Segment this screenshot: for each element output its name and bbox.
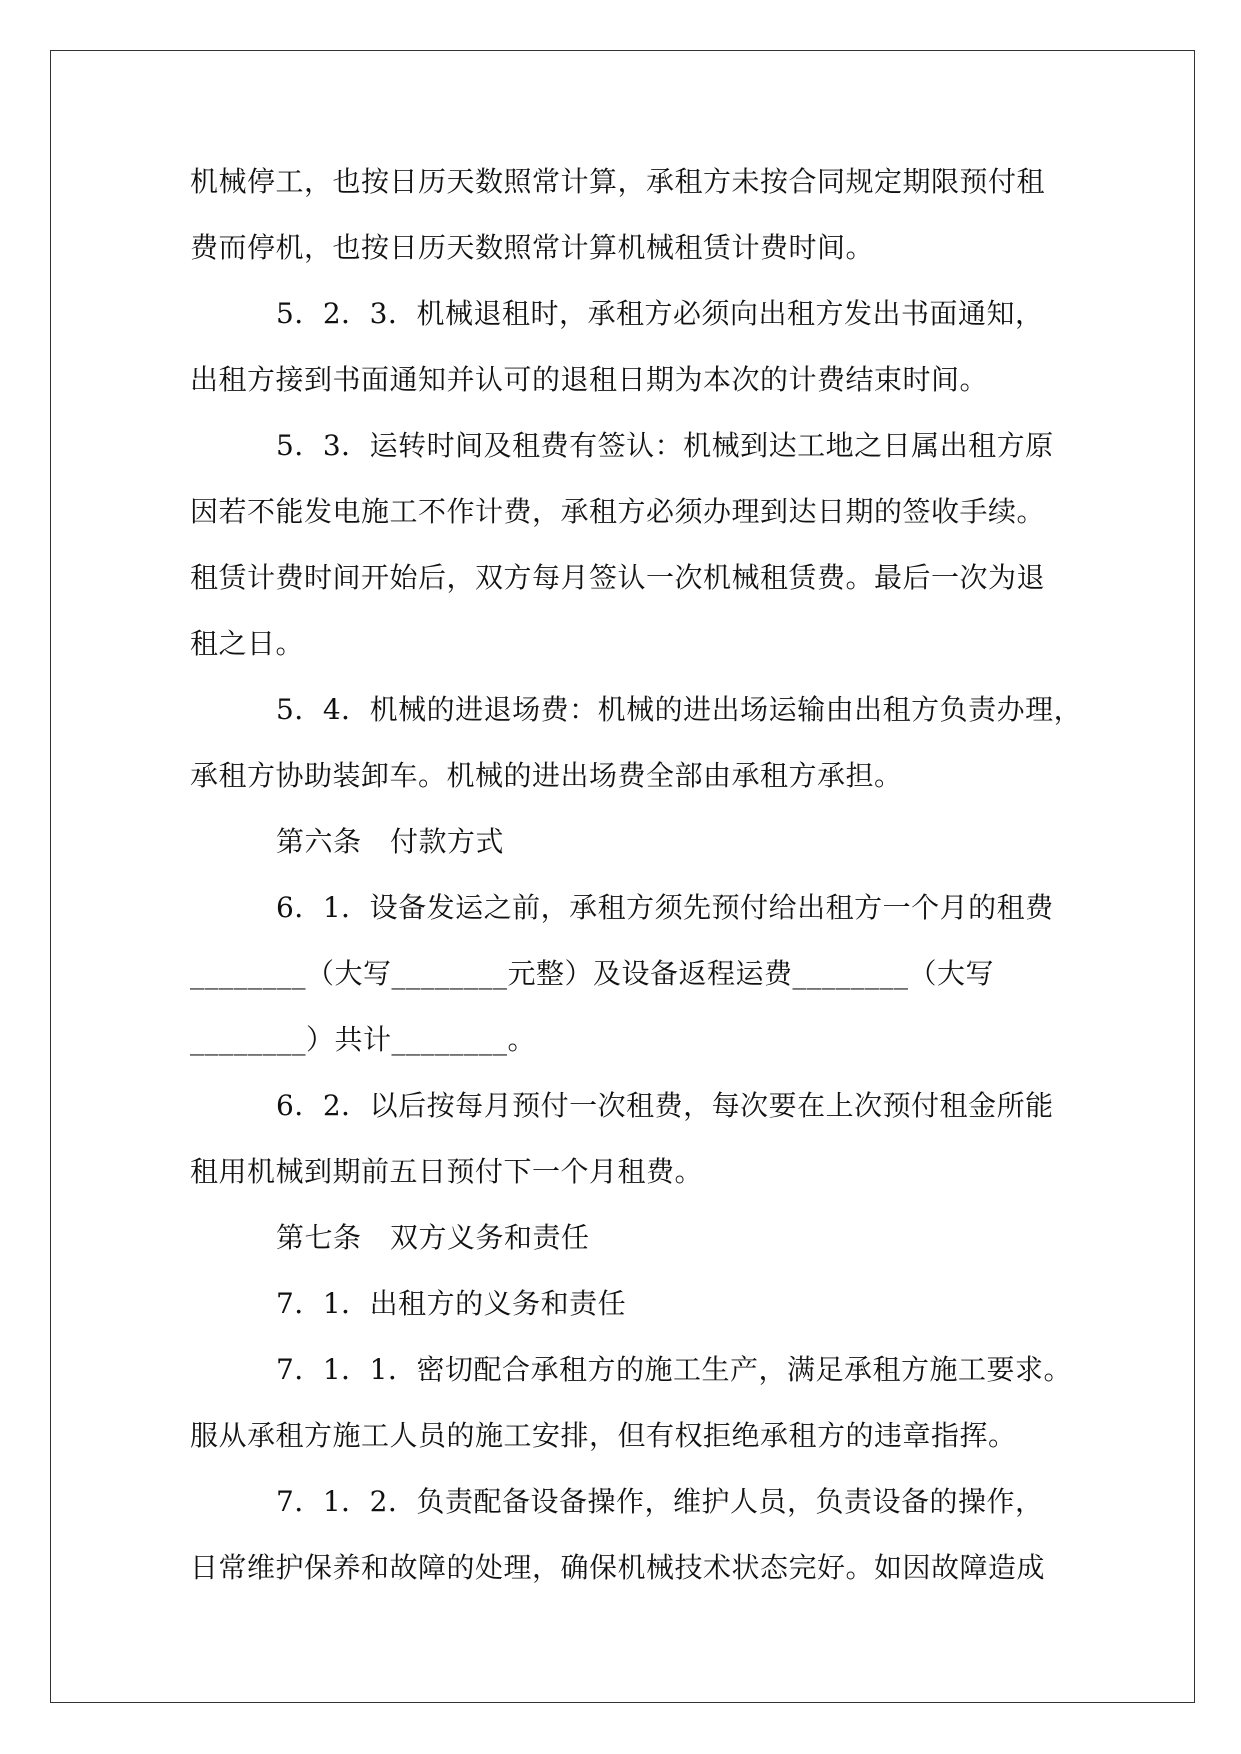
section-heading: 第七条 双方义务和责任 bbox=[276, 1221, 590, 1254]
text-line: 5．3．运转时间及租费有签认：机械到达工地之日属出租方原 bbox=[276, 429, 1054, 462]
text-line: 7．1．出租方的义务和责任 bbox=[276, 1287, 627, 1320]
section-heading: 第六条 付款方式 bbox=[276, 825, 505, 858]
text-line: 服从承租方施工人员的施工安排，但有权拒绝承租方的违章指挥。 bbox=[190, 1419, 1017, 1452]
text-line: 租之日。 bbox=[190, 627, 305, 660]
text-line: ________）共计________。 bbox=[190, 1023, 537, 1056]
text-line: ________（大写________元整）及设备返程运费________（大写 bbox=[190, 957, 995, 990]
text-line: 5．2．3．机械退租时，承租方必须向出租方发出书面通知， bbox=[276, 297, 1044, 330]
text-line: 承租方协助装卸车。机械的进出场费全部由承租方承担。 bbox=[190, 759, 903, 792]
text-line: 租用机械到期前五日预付下一个月租费。 bbox=[190, 1155, 704, 1188]
text-line: 6．1．设备发运之前，承租方须先预付给出租方一个月的租费 bbox=[276, 891, 1054, 924]
text-line: 7．1．2．负责配备设备操作，维护人员，负责设备的操作， bbox=[276, 1485, 1044, 1518]
text-line: 出租方接到书面通知并认可的退租日期为本次的计费结束时间。 bbox=[190, 363, 989, 396]
text-line: 机械停工，也按日历天数照常计算，承租方未按合同规定期限预付租 bbox=[190, 165, 1046, 198]
text-line: 租赁计费时间开始后，双方每月签认一次机械租赁费。最后一次为退 bbox=[190, 561, 1046, 594]
text-line: 6．2．以后按每月预付一次租费，每次要在上次预付租金所能 bbox=[276, 1089, 1054, 1122]
text-line: 7．1．1．密切配合承租方的施工生产，满足承租方施工要求。 bbox=[276, 1353, 1072, 1386]
text-line: 因若不能发电施工不作计费，承租方必须办理到达日期的签收手续。 bbox=[190, 495, 1046, 528]
text-line: 5．4．机械的进退场费：机械的进出场运输由出租方负责办理， bbox=[276, 693, 1083, 726]
text-line: 日常维护保养和故障的处理，确保机械技术状态完好。如因故障造成 bbox=[190, 1551, 1046, 1584]
document-body bbox=[190, 158, 1083, 1610]
text-line: 费而停机，也按日历天数照常计算机械租赁计费时间。 bbox=[190, 231, 875, 264]
